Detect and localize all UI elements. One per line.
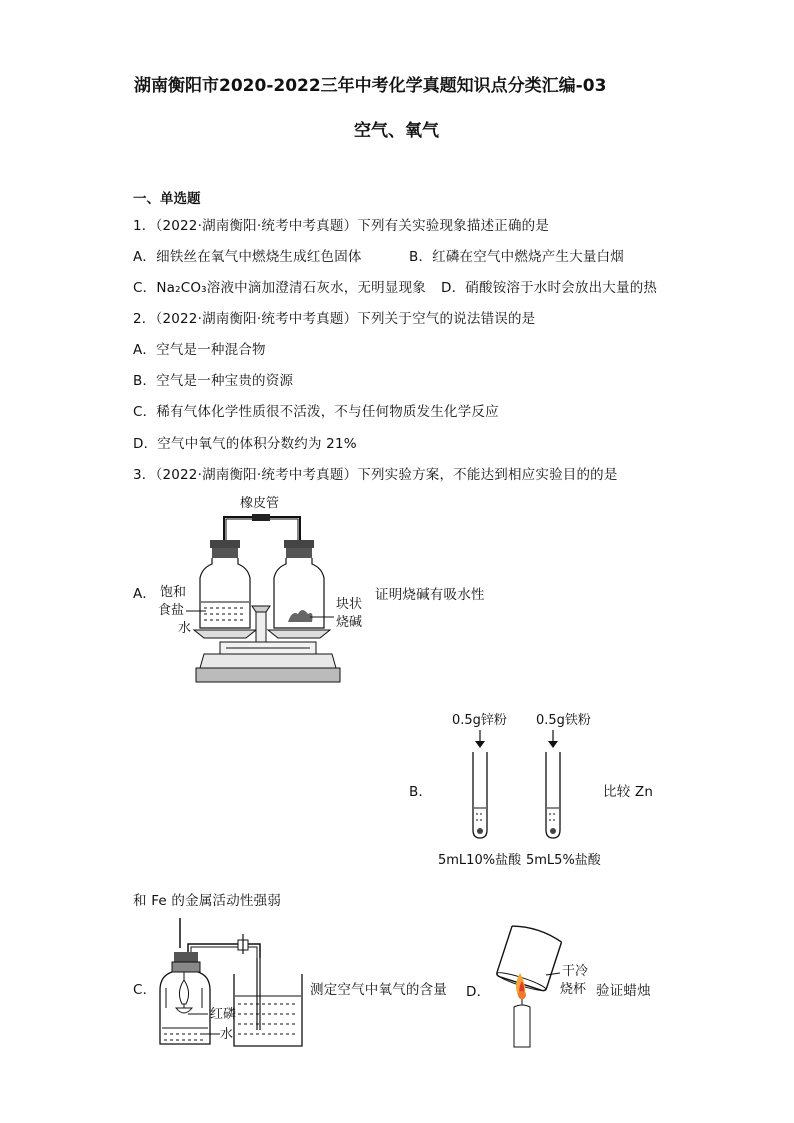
q1-option-d: D．硝酸铵溶于水时会放出大量的热 bbox=[441, 280, 658, 296]
doc-title-line1: 湖南衡阳市2020-2022三年中考化学真题知识点分类汇编-03 bbox=[134, 76, 607, 96]
q3-stem: 3．（2022·湖南衡阳·统考中考真题）下列实验方案，不能达到相应实验目的的是 bbox=[133, 467, 618, 483]
q3-optB-letter: B． bbox=[409, 784, 433, 800]
beaker-label-1: 干冷 bbox=[562, 964, 589, 979]
q3-optC-purpose: 测定空气中氧气的含量 bbox=[310, 982, 447, 998]
q3-optD-letter: D． bbox=[466, 984, 491, 1000]
q3-optB-purpose-2: 和 Fe 的金属活动性强弱 bbox=[133, 893, 282, 909]
oxygen-measure-figure bbox=[158, 918, 308, 1054]
q2-option-a: A．空气是一种混合物 bbox=[133, 342, 266, 358]
balance-apparatus-figure bbox=[160, 490, 390, 690]
right-label-2: 烧碱 bbox=[336, 615, 363, 630]
doc-title-line2: 空气、氧气 bbox=[354, 121, 439, 141]
q1-stem: 1．（2022·湖南衡阳·统考中考真题）下列有关实验现象描述正确的是 bbox=[133, 218, 550, 234]
q3-optA-letter: A． bbox=[133, 586, 157, 602]
water-label: 水 bbox=[220, 1027, 234, 1042]
beaker-label-2: 烧杯 bbox=[560, 982, 587, 997]
right-label-1: 块状 bbox=[336, 597, 363, 612]
q1-option-a: A．细铁丝在氧气中燃烧生成红色固体 bbox=[133, 249, 362, 265]
phosphorus-label: 红磷 bbox=[210, 1007, 237, 1022]
q3-optA-purpose: 证明烧碱有吸水性 bbox=[375, 587, 485, 603]
q2-stem: 2．（2022·湖南衡阳·统考中考真题）下列关于空气的说法错误的是 bbox=[133, 311, 536, 327]
left-label-2: 食盐 bbox=[158, 603, 185, 618]
candle-beaker-figure bbox=[490, 925, 600, 1051]
q2-option-d: D．空气中氧气的体积分数约为 21% bbox=[133, 436, 357, 452]
section-heading: 一、单选题 bbox=[133, 191, 201, 207]
acid1-label: 5mL10%盐酸 bbox=[438, 853, 522, 868]
q2-option-c: C．稀有气体化学性质很不活泼，不与任何物质发生化学反应 bbox=[133, 404, 499, 420]
left-label-1: 饱和 bbox=[160, 585, 187, 600]
q1-option-b: B．红磷在空气中燃烧产生大量白烟 bbox=[409, 249, 624, 265]
q3-optB-purpose-1: 比较 Zn bbox=[603, 784, 654, 800]
q3-optC-letter: C． bbox=[133, 982, 157, 998]
rubber-tube-label: 橡皮管 bbox=[240, 496, 280, 511]
q2-option-b: B．空气是一种宝贵的资源 bbox=[133, 373, 294, 389]
iron-label: 0.5g铁粉 bbox=[536, 713, 591, 728]
left-label-3: 水 bbox=[178, 621, 192, 636]
acid2-label: 5mL5%盐酸 bbox=[526, 853, 601, 868]
test-tubes-figure bbox=[430, 708, 610, 868]
q3-optD-purpose: 验证蜡烛 bbox=[596, 983, 651, 999]
q1-option-c: C．Na₂CO₃溶液中滴加澄清石灰水，无明显现象 bbox=[133, 280, 426, 296]
zinc-label: 0.5g锌粉 bbox=[452, 713, 507, 728]
